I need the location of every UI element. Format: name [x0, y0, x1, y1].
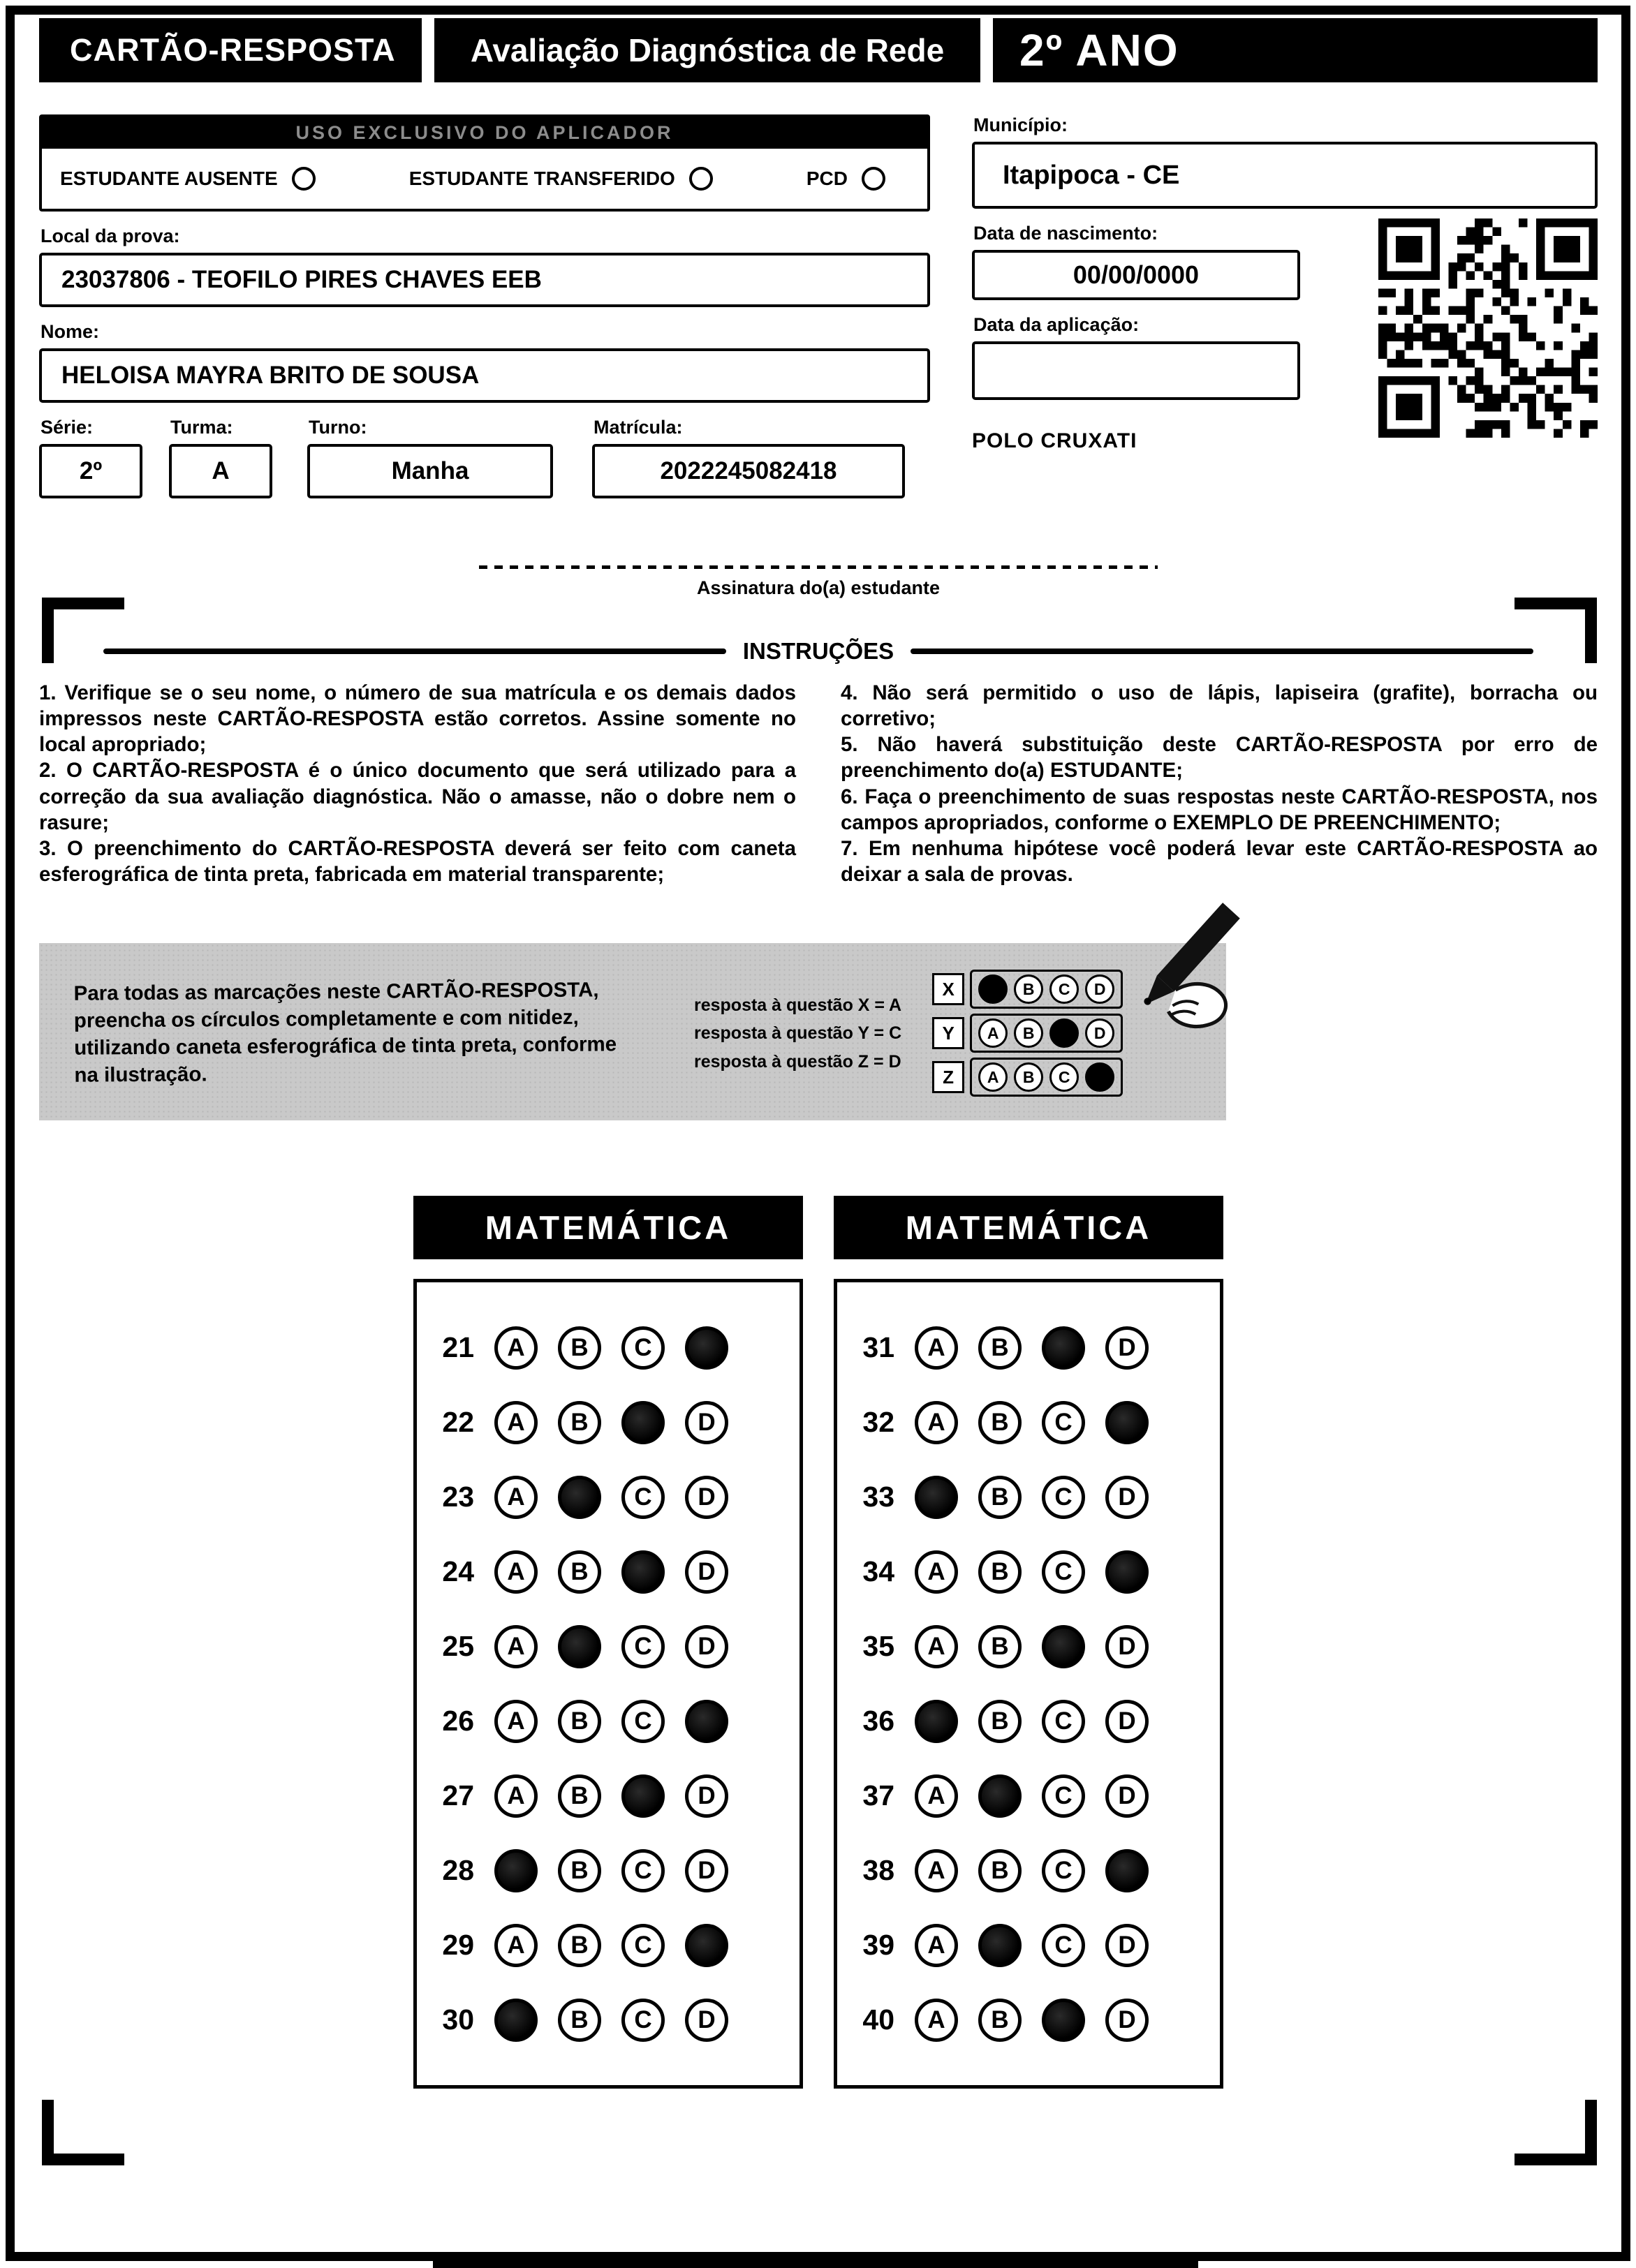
instruction-item: 4. Não será permitido o uso de lápis, lapiseira (grafite), borracha ou corretivo;: [841, 681, 1598, 731]
answer-bubble-27-d[interactable]: D: [685, 1774, 728, 1818]
corner-mark-top-left: [42, 598, 124, 663]
example-row-label: X: [932, 973, 964, 1005]
answer-bubble-34-a[interactable]: A: [915, 1550, 958, 1594]
header: [39, 18, 1598, 82]
question-number: 38: [862, 1854, 894, 1887]
answer-section-2: [834, 1196, 1223, 2089]
instructions-section: [39, 638, 1598, 887]
answer-bubble-26-a[interactable]: A: [494, 1700, 538, 1743]
nome-label: Nome:: [40, 321, 100, 342]
question-row-30: [425, 1982, 799, 2057]
status-option-label: ESTUDANTE AUSENTE: [60, 168, 278, 189]
answer-grid: [413, 1279, 803, 2089]
answer-bubble-39-b[interactable]: [978, 1924, 1022, 1967]
example-bubble-y-d: D: [1085, 1018, 1114, 1048]
answer-bubble-26-c[interactable]: C: [621, 1700, 665, 1743]
answer-bubble-23-a[interactable]: A: [494, 1476, 538, 1519]
answer-bubble-28-a[interactable]: [494, 1849, 538, 1892]
question-row-32: [846, 1385, 1220, 1460]
question-number: 22: [442, 1406, 474, 1439]
question-row-26: [425, 1684, 799, 1758]
instruction-item: 1. Verifique se o seu nome, o número de sua matrícula e os demais dados impressos neste CARTÃO-RESPOSTA estão corretos. Assine somente no local apropriado;: [39, 681, 796, 757]
answer-bubble-30-b[interactable]: B: [558, 1999, 601, 2042]
example-bubble-x-d: D: [1085, 974, 1114, 1004]
instruction-item: 7. Em nenhuma hipótese você poderá levar este CARTÃO-RESPOSTA ao deixar a sala de provas.: [841, 836, 1598, 887]
answer-bubble-36-a[interactable]: [915, 1700, 958, 1743]
example-bubble-y-c: [1049, 1018, 1079, 1048]
answer-bubble-22-a[interactable]: A: [494, 1401, 538, 1444]
question-row-38: [846, 1833, 1220, 1908]
answer-bubble-31-a[interactable]: A: [915, 1326, 958, 1370]
answer-bubble-37-a[interactable]: A: [915, 1774, 958, 1818]
nascimento-label: Data de nascimento:: [973, 223, 1158, 244]
answer-bubble-25-d[interactable]: D: [685, 1625, 728, 1668]
answer-bubble-38-c[interactable]: C: [1042, 1849, 1085, 1892]
example-row-x: [932, 970, 1123, 1009]
signature-line[interactable]: [479, 565, 1158, 569]
answer-bubble-29-b[interactable]: B: [558, 1924, 601, 1967]
status-option-bubble[interactable]: [862, 167, 885, 191]
answer-bubble-22-c[interactable]: [621, 1401, 665, 1444]
answer-bubble-21-b[interactable]: B: [558, 1326, 601, 1370]
question-row-40: [846, 1982, 1220, 2057]
question-row-21: [425, 1310, 799, 1385]
form-right-column: [972, 114, 1598, 498]
qr-code: [1378, 218, 1598, 453]
answer-bubble-40-b[interactable]: B: [978, 1999, 1022, 2042]
question-row-31: [846, 1310, 1220, 1385]
answer-bubble-34-d[interactable]: [1105, 1550, 1149, 1594]
question-number: 31: [862, 1331, 894, 1364]
question-number: 28: [442, 1854, 474, 1887]
answer-bubble-37-c[interactable]: C: [1042, 1774, 1085, 1818]
answer-bubble-25-a[interactable]: A: [494, 1625, 538, 1668]
answer-bubble-37-d[interactable]: D: [1105, 1774, 1149, 1818]
timing-mark: [433, 2255, 1198, 2268]
answer-bubble-29-a[interactable]: A: [494, 1924, 538, 1967]
answer-bubble-33-b[interactable]: B: [978, 1476, 1022, 1519]
example-legend-line: resposta à questão Z = D: [694, 1051, 901, 1072]
question-row-27: [425, 1758, 799, 1833]
turno-label: Turno:: [309, 417, 367, 438]
answer-bubble-37-b[interactable]: [978, 1774, 1022, 1818]
answer-bubble-30-d[interactable]: D: [685, 1999, 728, 2042]
aplicacao-label: Data da aplicação:: [973, 314, 1140, 335]
corner-mark-top-right: [1515, 598, 1597, 663]
question-row-28: [425, 1833, 799, 1908]
answer-bubble-21-c[interactable]: C: [621, 1326, 665, 1370]
question-number: 35: [862, 1630, 894, 1663]
answer-bubble-38-b[interactable]: B: [978, 1849, 1022, 1892]
answer-bubble-21-d[interactable]: [685, 1326, 728, 1370]
answer-bubble-24-d[interactable]: D: [685, 1550, 728, 1594]
question-row-39: [846, 1908, 1220, 1982]
example-bubble-strip: [970, 1058, 1123, 1097]
answer-sections: [39, 1196, 1598, 2089]
answer-bubble-32-d[interactable]: [1105, 1401, 1149, 1444]
example-section: [39, 943, 1226, 1120]
student-form: [39, 114, 1598, 498]
divider-right: [911, 648, 1533, 654]
answer-bubble-28-c[interactable]: C: [621, 1849, 665, 1892]
answer-bubble-35-d[interactable]: D: [1105, 1625, 1149, 1668]
answer-section-title: MATEMÁTICA: [834, 1196, 1223, 1259]
question-number: 26: [442, 1705, 474, 1737]
answer-bubble-35-b[interactable]: B: [978, 1625, 1022, 1668]
aplicacao-value: [972, 341, 1300, 400]
example-bubble-y-b: B: [1014, 1018, 1043, 1048]
status-option-label: ESTUDANTE TRANSFERIDO: [408, 168, 675, 189]
question-row-24: [425, 1534, 799, 1609]
answer-bubble-32-c[interactable]: C: [1042, 1401, 1085, 1444]
turma-value: A: [169, 444, 272, 498]
question-row-36: [846, 1684, 1220, 1758]
answer-bubble-23-c[interactable]: C: [621, 1476, 665, 1519]
signature-label: Assinatura do(a) estudante: [696, 577, 941, 598]
answer-bubble-36-c[interactable]: C: [1042, 1700, 1085, 1743]
question-number: 40: [862, 2003, 894, 2036]
answer-bubble-26-b[interactable]: B: [558, 1700, 601, 1743]
answer-bubble-30-c[interactable]: C: [621, 1999, 665, 2042]
instruction-item: 5. Não haverá substituição deste CARTÃO-RESPOSTA por erro de preenchimento do(a) ESTUDANTE;: [841, 733, 1598, 783]
answer-bubble-35-c[interactable]: [1042, 1625, 1085, 1668]
question-number: 33: [862, 1481, 894, 1513]
document-title: CARTÃO-RESPOSTA: [39, 18, 422, 82]
form-left-column: [39, 114, 930, 498]
example-legend-line: resposta à questão Y = C: [694, 1023, 902, 1043]
example-bubble-z-a: A: [978, 1062, 1008, 1092]
corner-mark-bottom-right: [1515, 2100, 1597, 2165]
serie-turma-turno-matricula-row: [39, 403, 930, 498]
answer-bubble-29-d[interactable]: [685, 1924, 728, 1967]
answer-bubble-22-b[interactable]: B: [558, 1401, 601, 1444]
answer-bubble-39-d[interactable]: D: [1105, 1924, 1149, 1967]
answer-bubble-34-b[interactable]: B: [978, 1550, 1022, 1594]
divider-left: [103, 648, 726, 654]
local-label: Local da prova:: [40, 225, 180, 246]
question-number: 34: [862, 1555, 894, 1588]
example-bubble-z-d: [1085, 1062, 1114, 1092]
instructions-left: [39, 680, 796, 887]
answer-bubble-36-d[interactable]: D: [1105, 1700, 1149, 1743]
example-bubble-x-c: C: [1049, 974, 1079, 1004]
instruction-item: 3. O preenchimento do CARTÃO-RESPOSTA deverá ser feito com caneta esferográfica de tinta preta, fabricada em material transparente;: [39, 836, 796, 887]
answer-bubble-39-a[interactable]: A: [915, 1924, 958, 1967]
municipio-label: Município:: [973, 114, 1068, 135]
answer-bubble-35-a[interactable]: A: [915, 1625, 958, 1668]
answer-bubble-38-a[interactable]: A: [915, 1849, 958, 1892]
answer-bubble-27-b[interactable]: B: [558, 1774, 601, 1818]
applicator-box: [39, 114, 930, 212]
question-number: 21: [442, 1331, 474, 1364]
answer-bubble-40-c[interactable]: [1042, 1999, 1085, 2042]
question-row-34: [846, 1534, 1220, 1609]
status-option-label: PCD: [806, 168, 848, 189]
question-number: 30: [442, 2003, 474, 2036]
answer-grid: [834, 1279, 1223, 2089]
answer-bubble-24-b[interactable]: B: [558, 1550, 601, 1594]
serie-label: Série:: [40, 417, 94, 438]
answer-bubble-27-c[interactable]: [621, 1774, 665, 1818]
example-row-y: [932, 1014, 1123, 1053]
answer-bubble-27-a[interactable]: A: [494, 1774, 538, 1818]
instructions-title: INSTRUÇÕES: [742, 638, 894, 664]
example-bubble-x-a: [978, 974, 1008, 1004]
status-option-estudante-ausente: [60, 167, 316, 191]
answer-bubble-32-a[interactable]: A: [915, 1401, 958, 1444]
example-row-label: Z: [932, 1061, 964, 1093]
example-row-label: Y: [932, 1017, 964, 1049]
status-option-estudante-transferido: [409, 167, 713, 191]
example-grid: [932, 970, 1123, 1097]
signature-area: [39, 565, 1598, 599]
answer-section-title: MATEMÁTICA: [413, 1196, 803, 1259]
example-bubble-strip: [970, 970, 1123, 1009]
answer-bubble-31-b[interactable]: B: [978, 1326, 1022, 1370]
turma-label: Turma:: [170, 417, 233, 438]
instructions-right: [841, 680, 1598, 887]
example-legend-line: resposta à questão X = A: [694, 995, 902, 1015]
answer-bubble-21-a[interactable]: A: [494, 1326, 538, 1370]
question-row-33: [846, 1460, 1220, 1534]
local-value: 23037806 - TEOFILO PIRES CHAVES EEB: [39, 253, 930, 307]
answer-bubble-24-a[interactable]: A: [494, 1550, 538, 1594]
qr-code-image: [1378, 218, 1598, 438]
question-number: 36: [862, 1705, 894, 1737]
example-row-z: [932, 1058, 1123, 1097]
status-option-pcd: [806, 167, 885, 191]
question-number: 29: [442, 1929, 474, 1962]
answer-bubble-25-b[interactable]: [558, 1625, 601, 1668]
answer-section-1: [413, 1196, 803, 2089]
answer-bubble-31-d[interactable]: D: [1105, 1326, 1149, 1370]
answer-bubble-28-d[interactable]: D: [685, 1849, 728, 1892]
serie-value: 2º: [39, 444, 142, 498]
example-bubble-z-c: C: [1049, 1062, 1079, 1092]
answer-bubble-23-b[interactable]: [558, 1476, 601, 1519]
answer-bubble-33-d[interactable]: D: [1105, 1476, 1149, 1519]
answer-bubble-26-d[interactable]: [685, 1700, 728, 1743]
question-number: 39: [862, 1929, 894, 1962]
nascimento-value: 00/00/0000: [972, 250, 1300, 300]
answer-bubble-36-b[interactable]: B: [978, 1700, 1022, 1743]
answer-bubble-39-c[interactable]: C: [1042, 1924, 1085, 1967]
example-bubble-y-a: A: [978, 1018, 1008, 1048]
example-text: Para todas as marcações neste CARTÃO-RESPOSTA, preencha os círculos completamente e com nitidez, utilizando caneta esferográfica de tinta preta, conforme na ilustração.: [73, 978, 617, 1087]
question-row-25: [425, 1609, 799, 1684]
instruction-item: 2. O CARTÃO-RESPOSTA é o único documento que será utilizado para a correção da sua avaliação diagnóstica. Não o amasse, não o dobre nem o rasure;: [39, 759, 796, 834]
answer-bubble-31-c[interactable]: [1042, 1326, 1085, 1370]
question-number: 32: [862, 1406, 894, 1439]
polo-label: POLO CRUXATI: [972, 429, 1137, 452]
answer-bubble-24-c[interactable]: [621, 1550, 665, 1594]
answer-bubble-34-c[interactable]: C: [1042, 1550, 1085, 1594]
answer-bubble-30-a[interactable]: [494, 1999, 538, 2042]
example-bubble-x-b: B: [1014, 974, 1043, 1004]
example-bubble-strip: [970, 1014, 1123, 1053]
answer-bubble-40-d[interactable]: D: [1105, 1999, 1149, 2042]
answer-bubble-22-d[interactable]: D: [685, 1401, 728, 1444]
grade-label: 2º ANO: [993, 18, 1598, 82]
question-number: 24: [442, 1555, 474, 1588]
turno-value: Manha: [307, 444, 553, 498]
example-legend: [694, 991, 901, 1076]
question-number: 27: [442, 1779, 474, 1812]
applicator-bar-label: USO EXCLUSIVO DO APLICADOR: [42, 117, 927, 149]
question-row-22: [425, 1385, 799, 1460]
question-row-23: [425, 1460, 799, 1534]
answer-bubble-25-c[interactable]: C: [621, 1625, 665, 1668]
answer-bubble-33-c[interactable]: C: [1042, 1476, 1085, 1519]
municipio-value: Itapipoca - CE: [972, 142, 1598, 209]
matricula-value: 2022245082418: [592, 444, 905, 498]
nome-value: HELOISA MAYRA BRITO DE SOUSA: [39, 348, 930, 403]
hand-with-pen-icon: [1104, 900, 1247, 1043]
answer-bubble-28-b[interactable]: B: [558, 1849, 601, 1892]
question-row-29: [425, 1908, 799, 1982]
corner-mark-bottom-left: [42, 2100, 124, 2165]
question-row-35: [846, 1609, 1220, 1684]
question-number: 23: [442, 1481, 474, 1513]
question-number: 25: [442, 1630, 474, 1663]
answer-bubble-40-a[interactable]: A: [915, 1999, 958, 2042]
status-checkbox-row: [42, 149, 927, 209]
answer-bubble-29-c[interactable]: C: [621, 1924, 665, 1967]
question-number: 37: [862, 1779, 894, 1812]
answer-bubble-23-d[interactable]: D: [685, 1476, 728, 1519]
instruction-item: 6. Faça o preenchimento de suas respostas neste CARTÃO-RESPOSTA, nos campos apropriados, conforme o EXEMPLO DE PREENCHIMENTO;: [841, 785, 1598, 834]
answer-bubble-38-d[interactable]: [1105, 1849, 1149, 1892]
answer-bubble-32-b[interactable]: B: [978, 1401, 1022, 1444]
status-option-bubble[interactable]: [292, 167, 316, 191]
matricula-label: Matrícula:: [594, 417, 683, 438]
assessment-title: Avaliação Diagnóstica de Rede: [434, 18, 980, 82]
example-bubble-z-b: B: [1014, 1062, 1043, 1092]
status-option-bubble[interactable]: [689, 167, 713, 191]
question-row-37: [846, 1758, 1220, 1833]
answer-bubble-33-a[interactable]: [915, 1476, 958, 1519]
